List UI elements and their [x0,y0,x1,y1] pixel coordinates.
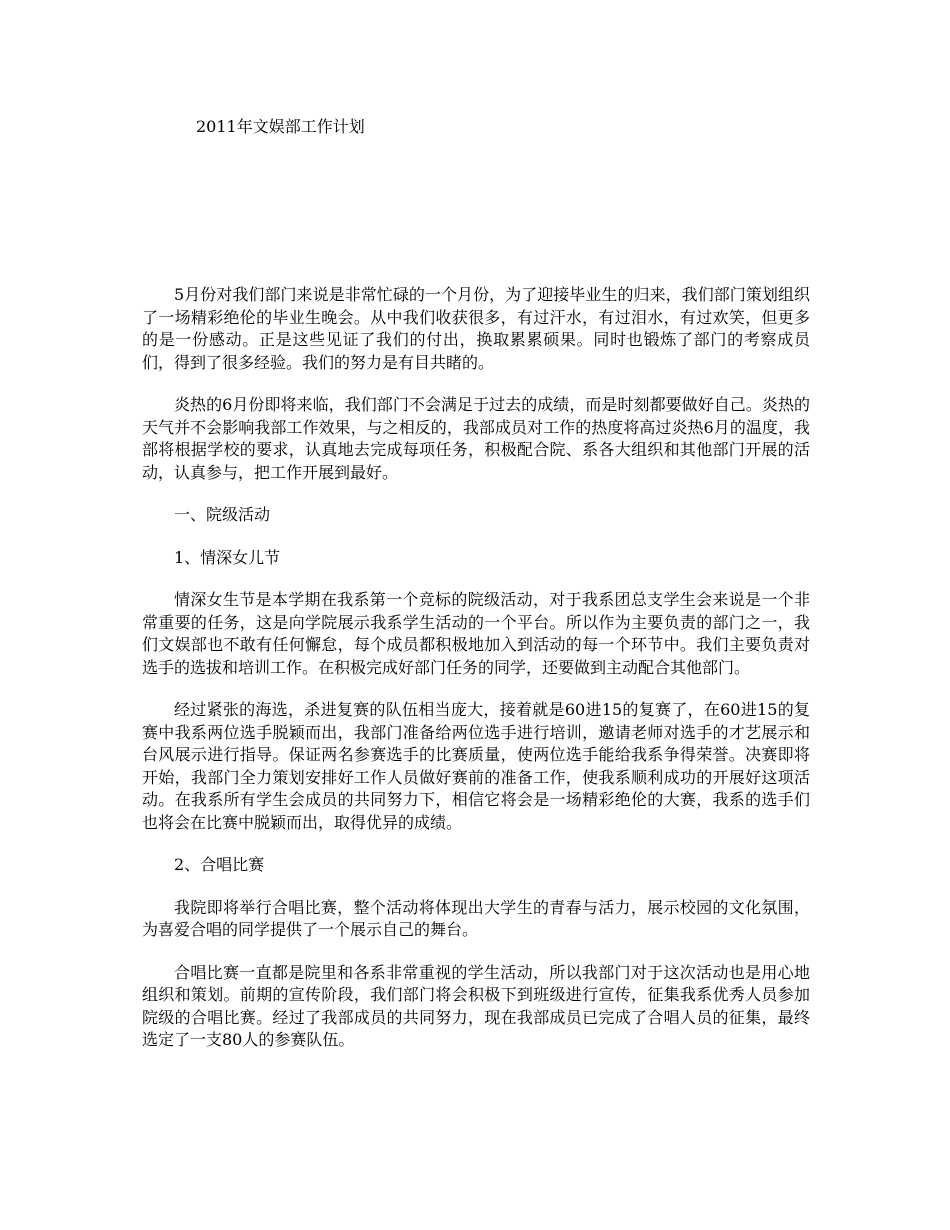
paragraph-june-plan: 炎热的6月份即将来临，我们部门不会满足于过去的成绩，而是时刻都要做好自己。炎热的天气并不会影响我部工作效果，与之相反的，我部成员对工作的热度将高过炎热6月的温度，我部将根据学校的要求，认真地去完成每项任务，积极配合院、系各大组织和其他部门开展的活动，认真参与，把工作开展到最好。 [142,395,810,482]
paragraph-choir-intro: 我院即将举行合唱比赛，整个活动将体现出大学生的青春与活力，展示校园的文化氛围，为喜爱合唱的同学提供了一个展示自己的舞台。 [142,897,810,939]
paragraph-girls-day-contest: 经过紧张的海选，杀进复赛的队伍相当庞大，接着就是60进15的复赛了，在60进15的复赛中我系两位选手脱颖而出，我部门准备给两位选手进行培训，邀请老师对选手的才艺展示和台风展示进行指导。保证两名参赛选手的比赛质量，使两位选手能给我系争得荣誉。决赛即将开始，我部门全力策划安排好工作人员做好赛前的准备工作，使我系顺利成功的开展好这项活动。在我系所有学生会成员的共同努力下，相信它将会是一场精彩绝伦的大赛，我系的选手们也将会在比赛中脱颖而出，取得优异的成绩。 [142,700,810,832]
paragraph-choir-organization: 合唱比赛一直都是院里和各系非常重视的学生活动，所以我部门对于这次活动也是用心地组织和策划。前期的宣传阶段，我们部门将会积极下到班级进行宣传，征集我系优秀人员参加院级的合唱比赛。经过了我部成员的共同努力，现在我部成员已完成了合唱人员的征集，最终选定了一支80人的参赛队伍。 [142,962,810,1049]
subsection-heading-girls-day: 1、情深女儿节 [174,547,281,567]
section-heading-college-activities: 一、院级活动 [174,505,271,524]
paragraph-girls-day-intro: 情深女生节是本学期在我系第一个竞标的院级活动，对于我系团总支学生会来说是一个非常重要的任务，这是向学院展示我系学生活动的一个平台。所以作为主要负责的部门之一，我们文娱部也不敢有任何懈怠，每个成员都积极地加入到活动的每一个环节中。我们主要负责对选手的选拔和培训工作。在积极完成好部门任务的同学，还要做到主动配合其他部门。 [142,590,810,677]
document-body [142,284,810,1072]
document-title: 2011年文娱部工作计划 [196,117,365,136]
paragraph-may-review: 5月份对我们部门来说是非常忙碌的一个月份，为了迎接毕业生的归来，我们部门策划组织了一场精彩绝伦的毕业生晚会。从中我们收获很多，有过汗水，有过泪水，有过欢笑，但更多的是一份感动。正是这些见证了我们的付出，换取累累硕果。同时也锻炼了部门的考察成员们，得到了很多经验。我们的努力是有目共睹的。 [142,285,810,372]
subsection-heading-choir-contest: 2、合唱比赛 [174,855,265,874]
